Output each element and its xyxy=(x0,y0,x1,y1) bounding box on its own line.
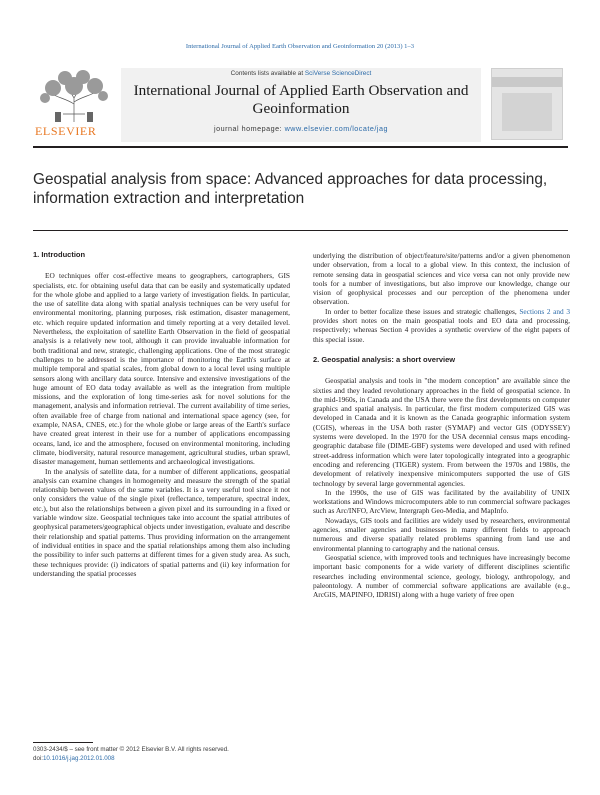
elsevier-tree-logo xyxy=(33,68,115,138)
homepage-link[interactable]: www.elsevier.com/locate/jag xyxy=(284,124,388,133)
sections-link[interactable]: Sections 2 and 3 xyxy=(519,306,571,316)
cover-band xyxy=(492,77,562,87)
section-heading-geospatial: 2. Geospatial analysis: a short overview xyxy=(313,354,456,364)
footer-rule xyxy=(33,742,93,743)
section-heading-introduction: 1. Introduction xyxy=(33,250,86,259)
left-column xyxy=(33,250,290,578)
right-column xyxy=(313,251,570,599)
paragraph: Geospatial science, with improved tools and techniques have increasingly become important basic components for a wide variety of different disciplines scientific researches including environmental science, geology, biology, anthropology, and paleontology. A number of commercial software applications are available (e.g., ArcGIS, MAPINFO, IDRISI) along with a huge variety of free open xyxy=(313,552,570,600)
sciencedirect-link[interactable]: SciVerse ScienceDirect xyxy=(304,70,372,77)
paragraph-text: provides short notes on the main geospatial tools and EO data and processing, respectively; whereas Section 4 provides a synthetic overview of the eight papers of this special issue. xyxy=(313,316,570,344)
paragraph: In the 1990s, the use of GIS was facilitated by the availability of UNIX workstations and Windows microcomputers able to run commercial software packages such as Arc/INFO, ArcView, Intergraph Geo-Media, and MapInfo. xyxy=(313,487,570,516)
paragraph-text: In order to better focalize these issues and strategic challenges, xyxy=(325,306,520,316)
homepage-prefix: journal homepage: xyxy=(214,124,283,133)
paragraph: Nowadays, GIS tools and facilities are widely used by researchers, environmental agencies, smaller agencies and businesses in many different fields to approach numerous and diverse spatially related problems spanning from land use and environmental planning to cartography and the national census. xyxy=(313,515,570,553)
footer xyxy=(33,746,290,763)
doi-prefix: doi: xyxy=(33,754,43,762)
contents-line xyxy=(121,70,481,77)
header-rule xyxy=(33,146,568,148)
title-rule xyxy=(33,230,568,231)
doi-line xyxy=(33,755,290,764)
journal-cover-thumbnail xyxy=(491,68,563,140)
journal-banner xyxy=(121,68,481,142)
doi-link[interactable]: 10.1016/j.jag.2012.01.008 xyxy=(42,754,115,762)
elsevier-wordmark: ELSEVIER xyxy=(35,124,97,138)
issn-line: 0303-2434/$ – see front matter © 2012 Elsevier B.V. All rights reserved. xyxy=(33,746,229,753)
paragraph: Geospatial analysis and tools in "the modern conception" are available since the sixties and they leaded revolutionary approaches in the field of geospatial science. In the mid-1960s, in Canada and the USA there were the first developments on computer graphics and spatial analysis. In particular, the first modern computerized GIS was developed in Canada and it is known as the Canada geographic information system (CGIS), whereas in the USA both raster (SYMAP) and vector GIS (ODYSSEY) systems were developed. In the 1970 for the USA decennial census maps encoding-geographic database file (DIME-GBF) systems were developed and used with refined street-address information which were later topologically integrated into a geographic encoding and referencing (TIGER) system. From between the 1970s and 1980s, the development of relatively inexpensive minicomputers supported the use of GIS technology by several large governmental agencies. xyxy=(313,376,570,488)
paragraph: EO techniques offer cost-effective means to geographers, cartographers, GIS specialists, etc. for obtaining useful data that can be easily and systematically updated for the whole globe and applied to a large variety of investigation fields. In particular, the use of satellite data along with spatial analysis techniques can be very useful for environmental monitoring, planning purposes, risk estimation, disaster management, etc. which require updated information and timely reporting at a very detailed level. Nevertheless, the exploitation of satellite Earth Observation in the field of geospatial analysis is a relatively new tool, although it can provide invaluable information for both traditional and new, strategic, challenging applications. One of the most strategic challenges to be addressed is the importance of monitoring the Earth's surface at multiple temporal and spatial scales, from global down to a local level using multiple sensors along with ancillary data source. Intensive and extensive investigations of the huge amount of EO data today available as well as the integration from multiple missions, and the exploration of long time-series ask for novel solutions for the management, analysis and information retrieval. The current availability of time series, often available free of charge from national and international space agency (see, for example, NASA, CNES, etc.) for the whole globe or large areas of the Earth's surface have created great interest in their use for a number of applications encompassing oceans, land, ice and the atmosphere, focused on environmental monitoring, including climate, biodiversity, natural resource management, agricultural studies, urban sprawl, disaster management, human settlements and archaeological investigations. xyxy=(33,271,290,467)
contents-prefix: Contents lists available at xyxy=(230,70,304,77)
article-title: Geospatial analysis from space: Advanced approaches for data processing, information extraction and interpretation xyxy=(33,171,548,207)
paragraph: In the analysis of satellite data, for a number of different applications, geospatial analysis can examine changes in homogeneity and measure the strength of the spatial relationship between values of the same variables. It is a very useful tool since it not only considers the value of the single pixel (reflectance, temperature, spectral index, etc.), but also the relationships between a given pixel and its surrounding in a fixed or variable window size. Geospatial techniques take into account the spatial attributes of geophysical parameters/geographical objects under investigation, evaluate and describe their relationship and spatial patterns. Thus providing information on the arrangement of individual entities in space and the spatial relationships among them also including the possibility to infer such patterns at different times for a given study area. As such, these techniques provide: (i) indicators of spatial patterns and (ii) key information for understanding the spatial processes xyxy=(33,466,290,578)
paragraph: underlying the distribution of object/feature/site/patterns and/or a given phenomenon under observation, from a local to a global view. In this context, the inclusion of remote sensing data in geospatial sciences and vice versa can not only provide new tools for a number of investigations, but also improve our knowledge, change our vision of geophysical processes and our perception of the phenomena under observation. xyxy=(313,251,570,307)
paragraph xyxy=(313,307,570,344)
masthead xyxy=(33,68,568,142)
journal-homepage xyxy=(121,124,481,133)
cover-art xyxy=(502,93,552,131)
journal-citation: International Journal of Applied Earth Observation and Geoinformation 20 (2013) 1–3 xyxy=(185,43,415,50)
journal-title: International Journal of Applied Earth Observation and Geoinformation xyxy=(133,82,469,117)
